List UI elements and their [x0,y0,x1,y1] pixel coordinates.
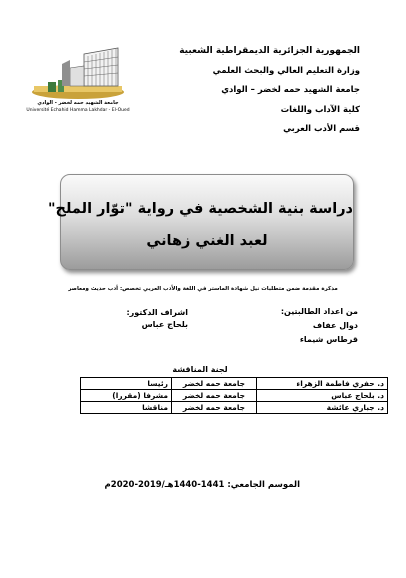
university-logo [26,42,130,126]
supervisor-label: اشراف الدكتور: [126,308,188,317]
header-republic: الجمهورية الجزائرية الديمقراطية الشعبية [179,46,360,56]
member-university: جامعة حمه لخضر [172,402,257,414]
academic-year: الموسم الجامعي: 1441-1440هـ/2019-2020م [104,480,300,490]
table-row [81,402,388,414]
committee-title: لجنة المناقشة [172,365,228,374]
member-name: د. حفري فاطمة الزهراء [257,378,388,390]
committee-table [80,377,388,414]
member-university: جامعة حمه لخضر [172,390,257,402]
supervisor-name: بلحاج عباس [141,320,188,329]
table-row [81,390,388,402]
student-name: قرطاس شيماء [299,335,358,344]
member-role: رئيسا [81,378,172,390]
table-row [81,378,388,390]
university-building-icon [26,42,130,102]
degree-note: مذكرة مقدمة ضمن متطلبات نيل شهادة الماستر في اللغة والأدب العربي تخصص: أدب حديث ومعاصر [68,286,338,292]
header-department: قسم الأدب العربي [283,124,360,134]
member-role: مشرفا (مقررا) [81,390,172,402]
header-faculty: كلية الآداب واللغات [280,104,360,115]
member-name: د. بلحاج عباس [257,390,388,402]
student-name: دوال عفاف [312,321,358,330]
member-name: د. جباري عائشة [257,402,388,414]
thesis-title-box [48,174,354,270]
member-role: مناقشا [81,402,172,414]
header-university: جامعة الشهيد حمه لخضر – الوادي [221,85,360,95]
header-ministry: وزارة التعليم العالي والبحث العلمي [212,65,360,76]
students-label: من اعداد الطالبتين: [280,307,358,316]
students-block [238,305,358,347]
thesis-title-line2: لعبد الغني زهاني [146,233,268,249]
member-university: جامعة حمه لخضر [172,378,257,390]
logo-caption-arabic: جامعة الشهيد حمه لخضر - الوادي [37,100,119,106]
supervisor-block [58,307,188,331]
thesis-title-line1: دراسة بنية الشخصية في رواية "توّار الملح" [48,201,353,217]
logo-caption-latin: Université Echahid Hamma Lakhdar - El-Oued [26,108,130,113]
institution-header [150,42,360,140]
